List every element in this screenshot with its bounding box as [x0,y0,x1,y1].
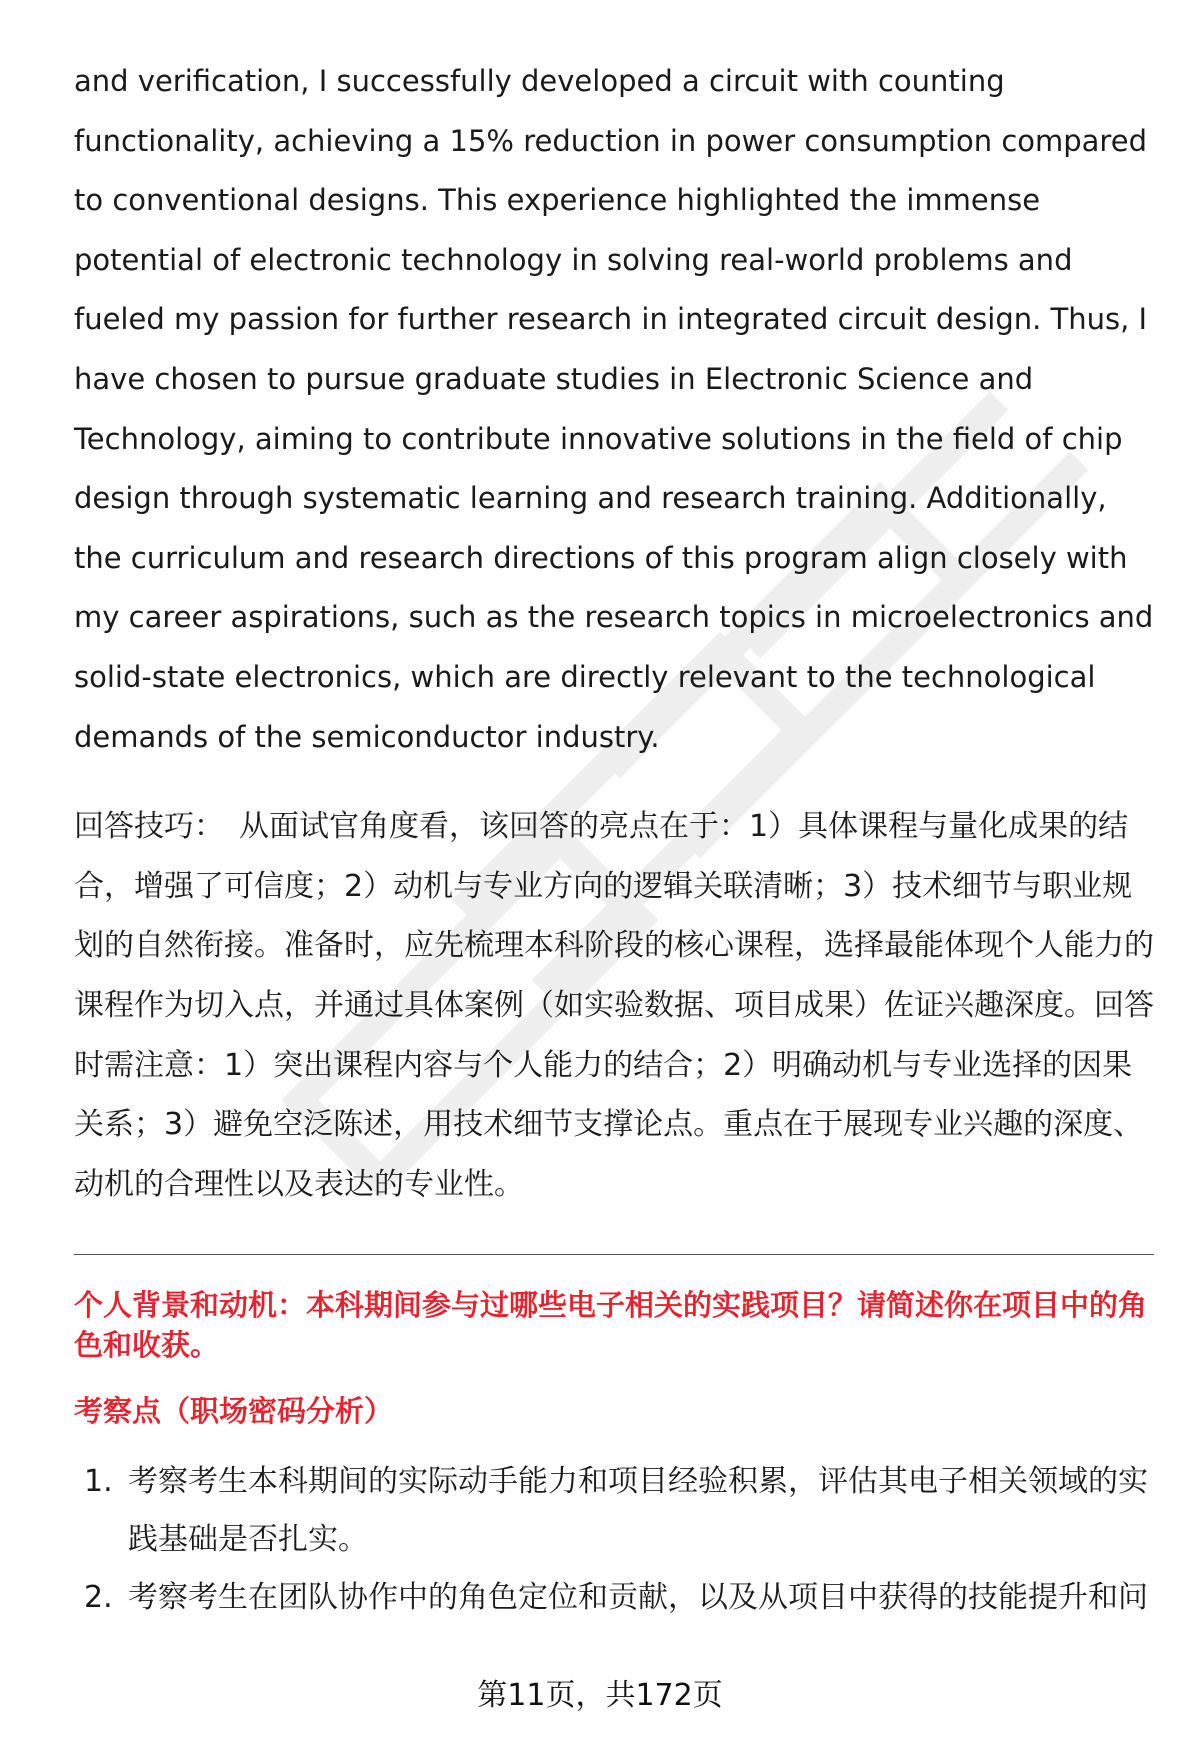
question-heading: 个人背景和动机：本科期间参与过哪些电子相关的实践项目？请简述你在项目中的角色和收获。 [74,1288,1148,1363]
list-text: 考察考生本科期间的实际动手能力和项目经验积累，评估其电子相关领域的实践基础是否扎实。 [128,1464,1148,1558]
answer-paragraph: and verification, I successfully developed a circuit with counting functionality, achieving a 15% reduction in power consumption compared to conventional designs. This experience highlighted the immense potential of electronic technology in solving real-world problems and fueled my passion for further research in integrated circuit design. Thus, I have chosen to pursue graduate studies in Electronic Science and Technology, aiming to contribute innovative solutions in the field of chip design through systematic learning and research training. Additionally, the curriculum and research directions of this program align closely with my career aspirations, such as the research topics in microelectronics and solid-state electronics, which are directly relevant to the technological demands of the semiconductor industry. [74,64,1154,754]
list-number: 1. [84,1464,113,1500]
tips-text: 从面试官角度看，该回答的亮点在于：1）具体课程与量化成果的结合，增强了可信度；2）动机与专业方向的逻辑关联清晰；3）技术细节与职业规划的自然衔接。准备时，应先梳理本科阶段的核心课程，选择最能体现个人能力的课程作为切入点，并通过具体案例（如实验数据、项目成果）佐证兴趣深度。回答时需注意：1）突出课程内容与个人能力的结合；2）明确动机与专业选择的因果关系；3）避免空泛陈述，用技术细节支撑论点。重点在于展现专业兴趣的深度、动机的合理性以及表达的专业性。 [74,809,1154,1202]
list-item [74,1569,1154,1627]
tips-label: 回答技巧： [74,809,224,845]
section-title: 考察点（职场密码分析） [74,1394,394,1429]
list-text: 考察考生在团队协作中的角色定位和贡献，以及从项目中获得的技能提升和问 [128,1580,1148,1616]
page-number: 第11页，共172页 [477,1678,723,1713]
list-number: 2. [84,1580,113,1616]
page-content [74,52,1154,1627]
list-item [74,1453,1154,1569]
answer-tips [74,797,1154,1214]
section-divider [74,1254,1154,1255]
points-list [74,1453,1154,1627]
